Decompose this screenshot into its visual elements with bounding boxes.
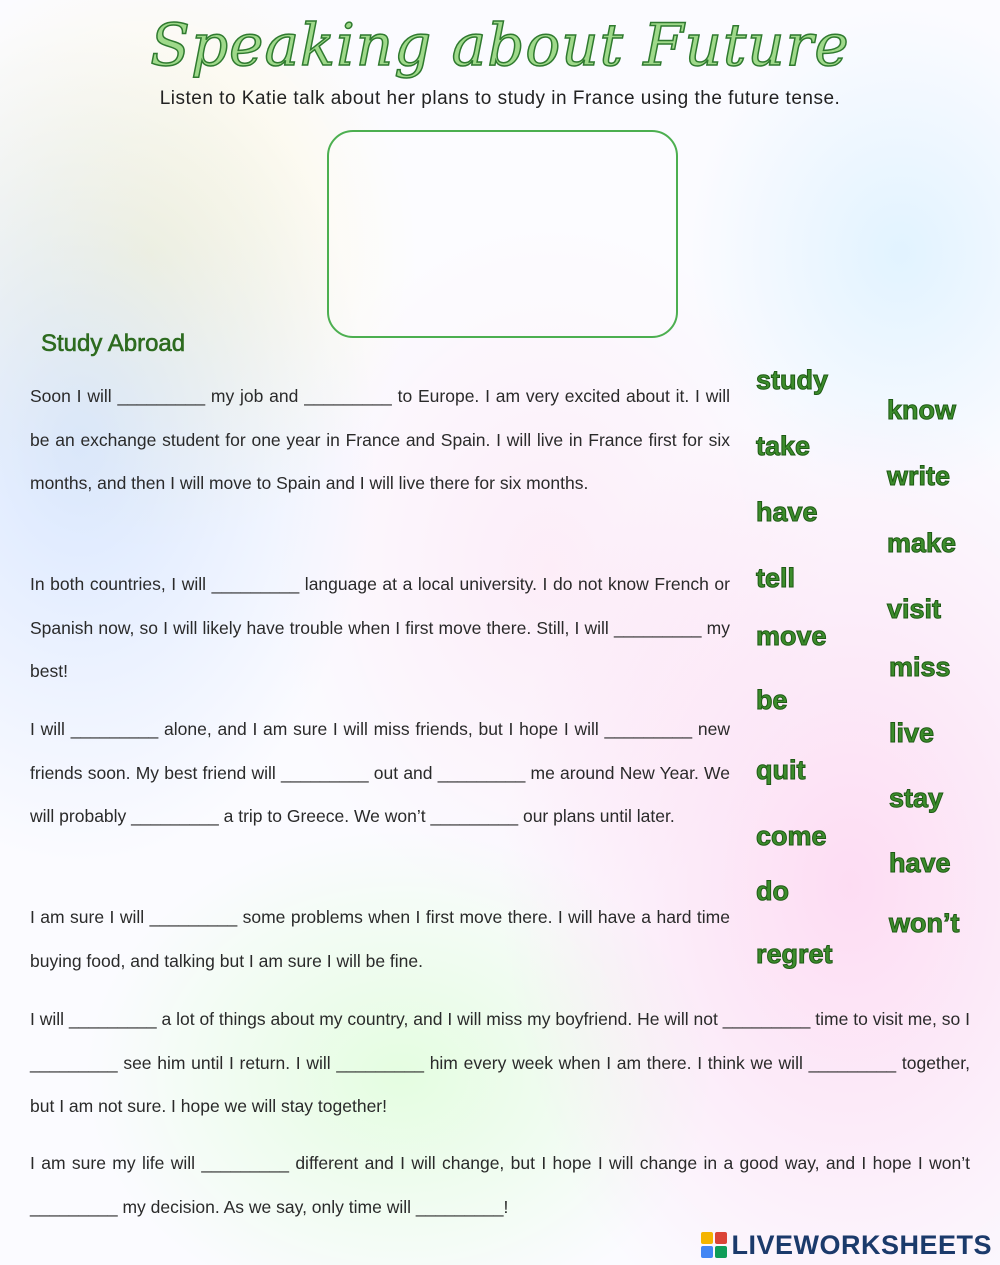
word-have-1[interactable]: have <box>756 497 818 527</box>
word-live[interactable]: live <box>889 718 935 748</box>
logo-square-2 <box>715 1232 727 1244</box>
blank-input[interactable]: _________ <box>437 762 526 783</box>
blank-input[interactable]: _________ <box>336 1052 424 1073</box>
blank-input[interactable]: _________ <box>131 806 219 826</box>
word-regret[interactable]: regret <box>756 939 833 969</box>
paragraph-text: out and <box>368 762 438 783</box>
blank-input[interactable]: _________ <box>430 806 519 826</box>
word-study[interactable]: study <box>756 365 829 395</box>
worksheet-subtitle: Listen to Katie talk about her plans to study in France using the future tense. <box>159 88 841 109</box>
word-wont[interactable]: won’t <box>889 908 960 938</box>
blank-input[interactable]: _________ <box>149 907 238 927</box>
paragraph-1 <box>30 375 730 506</box>
word-tell[interactable]: tell <box>756 563 796 593</box>
paragraph-2 <box>30 563 730 694</box>
word-have-2[interactable]: have <box>889 848 951 878</box>
blank-input[interactable]: _________ <box>808 1052 897 1073</box>
word-write[interactable]: write <box>887 461 951 491</box>
blank-input[interactable]: _________ <box>281 762 369 783</box>
blank-input[interactable]: _________ <box>117 386 206 406</box>
paragraph-3 <box>30 708 730 839</box>
paragraph-6 <box>30 1142 970 1229</box>
paragraph-4 <box>30 896 730 983</box>
blank-input[interactable]: _________ <box>70 719 159 739</box>
word-be[interactable]: be <box>756 685 788 715</box>
paragraph-text: a trip to Greece. We won’t <box>218 806 431 826</box>
word-miss[interactable]: miss <box>889 652 951 682</box>
word-visit[interactable]: visit <box>887 594 942 624</box>
paragraph-5 <box>30 998 970 1129</box>
blank-input[interactable]: _________ <box>604 719 693 739</box>
paragraph-text: ! <box>503 1196 509 1217</box>
logo-square-4 <box>715 1246 727 1258</box>
paragraph-text: me around New Year. We will probably <box>30 762 730 826</box>
paragraph-text: my decision. As we say, only time will <box>117 1196 416 1217</box>
word-move[interactable]: move <box>756 621 827 651</box>
worksheet-title: Speaking about Future <box>150 11 850 79</box>
paragraph-text: him every week when I am there. I think we will <box>423 1052 809 1073</box>
paragraph-text: Soon I will <box>30 386 118 406</box>
paragraph-text: to Europe. I am very excited about it. I will be an exchange student for one year in France and Spain. I will live in France first for six months, and then I will move to Spain and I will live there for six months. <box>30 386 731 493</box>
paragraph-text: my best! <box>30 617 731 681</box>
paragraph-text: time to visit me, so I <box>810 1009 971 1029</box>
paragraph-text: different and I will change, but I hope I will change in a good way, and I hope I won’t <box>288 1153 971 1173</box>
blank-input[interactable]: _________ <box>304 386 392 406</box>
paragraph-text: language at a local university. I do not know French or Spanish now, so I will likely have trouble when I first move there. Still, I will <box>30 574 730 638</box>
paragraph-text: some problems when I first move there. I will have a hard time buying food, and talking but I am sure I will be fine. <box>30 907 730 971</box>
blank-input[interactable]: _________ <box>30 1052 118 1073</box>
blank-input[interactable]: _________ <box>30 1196 118 1217</box>
liveworksheets-logo-icon <box>701 1232 727 1258</box>
section-title: Study Abroad <box>41 330 186 357</box>
word-know[interactable]: know <box>887 395 957 425</box>
blank-input[interactable]: _________ <box>415 1196 504 1217</box>
blank-input[interactable]: _________ <box>201 1153 289 1173</box>
paragraph-text: I am sure my life will <box>30 1153 202 1173</box>
paragraph-text: I will <box>30 1009 69 1029</box>
word-come[interactable]: come <box>756 821 827 851</box>
paragraph-text: a lot of things about my country, and I will miss my boyfriend. He will not <box>156 1009 723 1029</box>
paragraph-text: our plans until later. <box>518 806 675 826</box>
paragraph-text: In both countries, I will <box>30 574 212 594</box>
paragraph-text: together, but I am not sure. I hope we will stay together! <box>30 1052 970 1116</box>
logo-square-3 <box>701 1246 713 1258</box>
audio-player-area[interactable] <box>327 130 678 338</box>
brand-name: LIVEWORKSHEETS <box>731 1229 992 1260</box>
blank-input[interactable]: _________ <box>613 617 702 638</box>
logo-square-1 <box>701 1232 713 1244</box>
paragraph-text: alone, and I am sure I will miss friends, but I hope I will <box>158 719 605 739</box>
paragraph-text: my job and <box>205 386 305 406</box>
blank-input[interactable]: _________ <box>211 574 300 594</box>
blank-input[interactable]: _________ <box>68 1009 157 1029</box>
word-take[interactable]: take <box>756 431 811 461</box>
word-do[interactable]: do <box>756 876 789 906</box>
paragraph-text: new friends soon. My best friend will <box>30 719 731 783</box>
liveworksheets-brand[interactable] <box>701 1228 992 1262</box>
paragraph-text: I am sure I will <box>30 907 150 927</box>
word-quit[interactable]: quit <box>756 755 806 785</box>
blank-input[interactable]: _________ <box>722 1009 811 1029</box>
paragraph-text: see him until I return. I will <box>117 1052 337 1073</box>
word-make[interactable]: make <box>887 528 957 558</box>
paragraph-text: I will <box>30 719 71 739</box>
word-stay[interactable]: stay <box>889 783 944 813</box>
